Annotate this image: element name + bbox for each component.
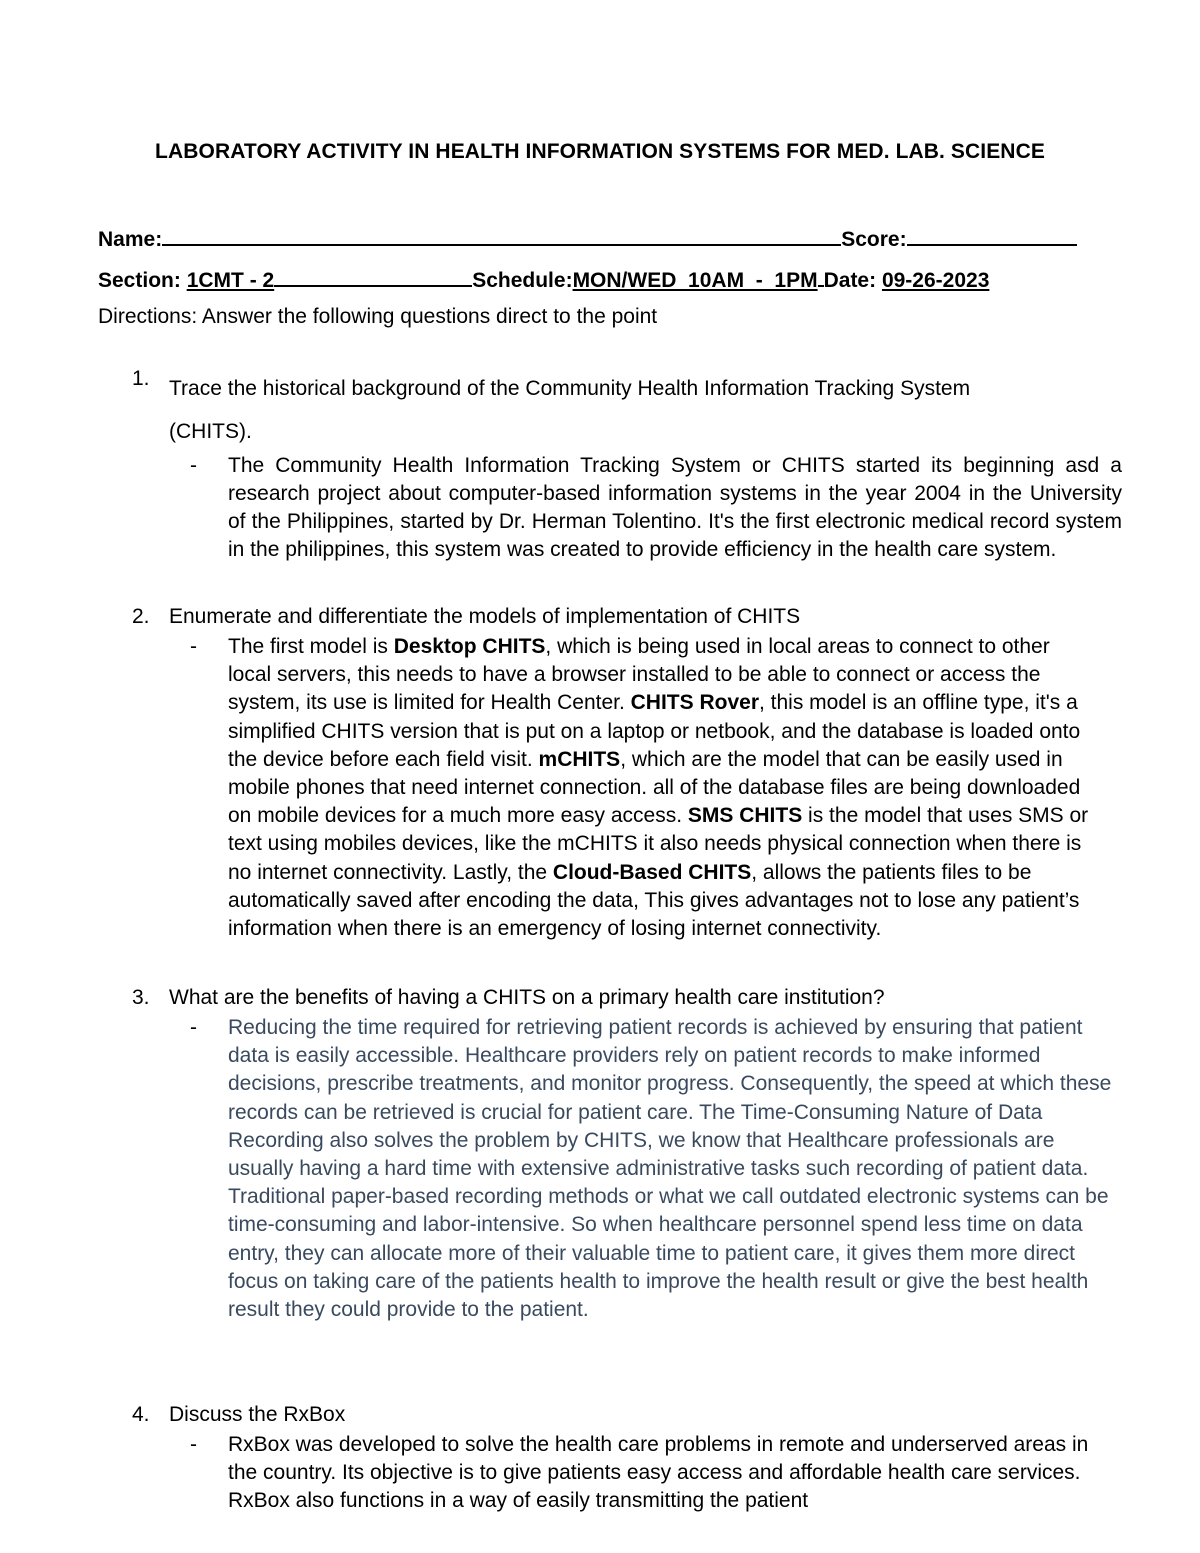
name-field[interactable] [162,224,841,246]
answer-segment: simplified CHITS version that is put on a laptop or netbook, and the database is loaded onto the device before each field visit. [228,719,1081,771]
question-number: 4. [132,1403,150,1426]
question-text: What are the benefits of having a CHITS on a primary health care institution? [169,986,885,1009]
section-label: Section: [98,269,181,292]
answer-segment: , which are the model that can be easily used in mobile phones that need internet connection. all of the database files are being downloaded on mobile devices for a much more easy access. [228,747,1081,828]
dash-bullet: - [190,1433,197,1456]
answer-text: RxBox was developed to solve the health care problems in remote and underserved areas in the country. Its objective is to give patients easy access and affordable health care services. RxBox also functions in a way of easily transmitting the patient [228,1433,1089,1512]
question-number: 2. [132,605,150,628]
answer-segment: , which is being used in local areas to connect to other local servers, this needs to have a browser installed to be able to connect or access the system, its use is limited for Health Center. [228,635,1050,715]
schedule-value: MON/WED 10AM - 1PM [572,269,818,292]
name-score-line [98,224,1077,252]
answer-text [228,633,1090,943]
model-name: Desktop CHITS [393,635,546,658]
answer-1 [190,452,1122,564]
answer-segment: is the model that uses SMS or text using mobiles devices, like the mCHITS it also needs physical connection when there is no internet connectivity. Lastly, the [228,804,1089,884]
date-value: 09-26-2023 [881,269,990,292]
answer-text: Reducing the time required for retrieving patient records is achieved by ensuring that patient data is easily accessible. Healthcare providers rely on patient records to make informed decisions, prescribe treatments, and monitor progress. Consequently, the speed at which these records can be retrieved is crucial for patient care. The Time-Consuming Nature of Data Recording also solves the problem by CHITS, we know that Healthcare professionals are usually having a hard time with extensive administrative tasks such recording of patient data. Traditional paper-based recording methods or what we call outdated electronic systems can be time-consuming and labor-intensive. So when healthcare personnel spend less time on data entry, they can allocate more of their valuable time to patient care, it gives them more direct focus on taking care of the patients health to improve the health result or give the best health result they could provide to the patient. [228,1016,1112,1322]
model-name: SMS CHITS [687,804,803,828]
answer-text: The Community Health Information Tracking System or CHITS started its beginning asd a research project about computer-based information systems in the year 2004 in the University of the Philippines, started by Dr. Herman Tolentino. It's the first electronic medical record system in the philippines, this system was created to provide efficiency in the health care system. [228,454,1122,561]
question-text: Enumerate and differentiate the models of implementation of CHITS [169,605,801,628]
answer-segment: , allows the patients files to be automatically saved after encoding the data, This gives advantages not to lose any patient’s information when there is an emergency of losing internet connectivity. [228,860,1080,941]
section-fill [274,265,472,287]
question-text [169,367,1109,453]
model-name: Cloud-Based CHITS [552,860,752,884]
answer-3 [190,1014,1122,1324]
score-label: Score: [841,228,907,251]
question-number: 3. [132,986,150,1009]
dash-bullet: - [190,635,197,658]
model-name: CHITS Rover [630,691,759,715]
date-label: Date: [823,269,877,292]
document-title: LABORATORY ACTIVITY IN HEALTH INFORMATION SYSTEMS FOR MED. LAB. SCIENCE [155,140,1045,163]
model-name: mCHITS [538,747,621,771]
score-field[interactable] [907,224,1077,246]
question-line: Trace the historical background of the Community Health Information Tracking System [169,377,971,400]
dash-bullet: - [190,454,197,477]
directions: Directions: Answer the following questions direct to the point [98,305,658,328]
answer-segment: The first model is [228,635,394,658]
dash-bullet: - [190,1016,197,1039]
answer-2 [190,633,1090,943]
question-line: (CHITS). [169,420,252,443]
section-schedule-line [98,265,989,293]
question-number: 1. [132,367,150,390]
answer-segment: , this model is an offline type, it's a [759,691,1078,715]
schedule-label: Schedule: [472,269,573,292]
name-label: Name: [98,228,163,251]
answer-4 [190,1431,1090,1515]
section-value: 1CMT - 2 [186,269,275,292]
question-text: Discuss the RxBox [169,1403,346,1426]
